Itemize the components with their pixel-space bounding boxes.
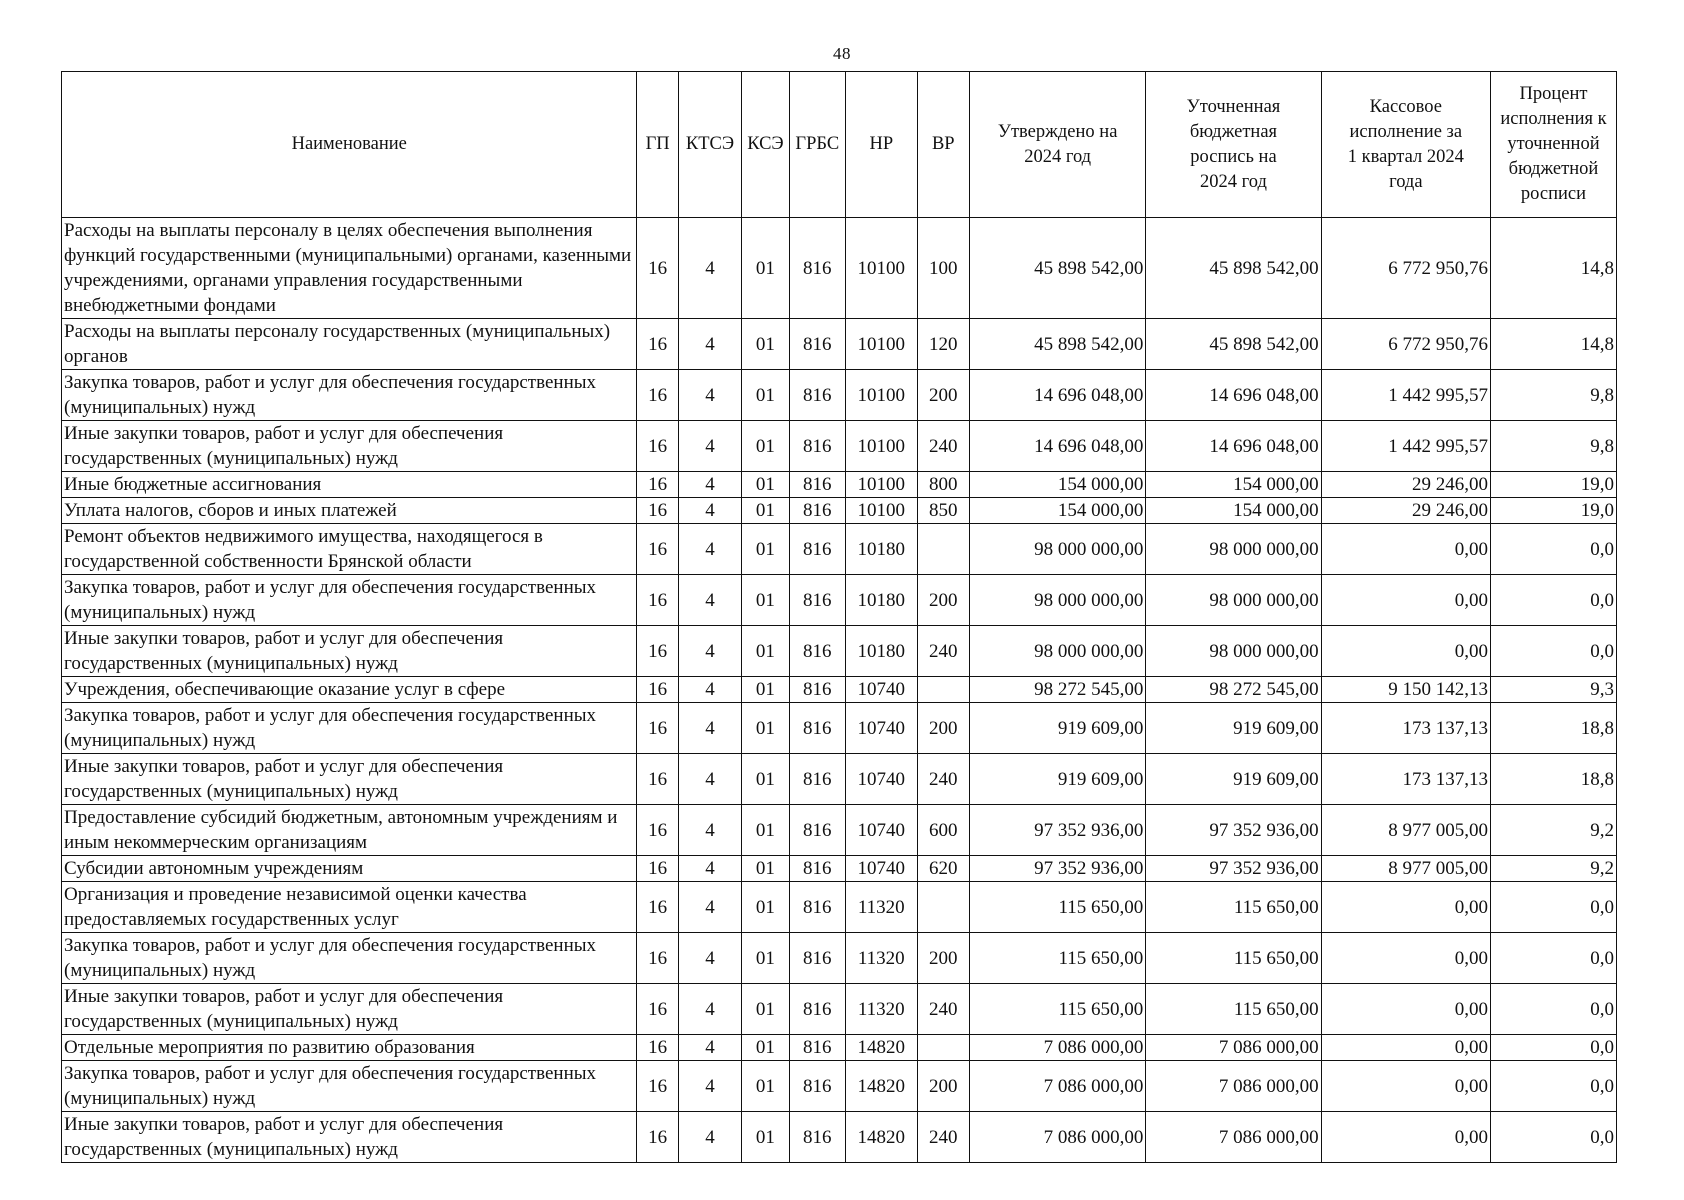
row-kse-cell: 01 bbox=[742, 218, 789, 319]
page-number: 48 bbox=[833, 44, 851, 63]
row-percent-cell: 0,0 bbox=[1490, 933, 1616, 984]
row-gp-cell: 16 bbox=[637, 703, 678, 754]
row-gp-cell: 16 bbox=[637, 856, 678, 882]
row-refined-cell: 154 000,00 bbox=[1146, 472, 1321, 498]
row-ktse-cell: 4 bbox=[678, 677, 741, 703]
row-name-cell: Закупка товаров, работ и услуг для обеспечения государственных (муниципальных) нужд bbox=[62, 575, 637, 626]
table-row bbox=[62, 498, 1617, 524]
row-refined-cell: 115 650,00 bbox=[1146, 984, 1321, 1035]
row-approved-cell: 7 086 000,00 bbox=[969, 1035, 1145, 1061]
row-gp-cell: 16 bbox=[637, 421, 678, 472]
row-vr-cell: 600 bbox=[917, 805, 969, 856]
table-row bbox=[62, 626, 1617, 677]
row-approved-cell: 154 000,00 bbox=[969, 472, 1145, 498]
row-grbs-cell: 816 bbox=[789, 754, 845, 805]
row-ktse-cell: 4 bbox=[678, 319, 741, 370]
row-approved-cell: 115 650,00 bbox=[969, 933, 1145, 984]
row-percent-cell: 18,8 bbox=[1490, 754, 1616, 805]
table-row bbox=[62, 805, 1617, 856]
table-row bbox=[62, 575, 1617, 626]
row-grbs-cell: 816 bbox=[789, 677, 845, 703]
row-kse-cell: 01 bbox=[742, 703, 789, 754]
table-row bbox=[62, 1035, 1617, 1061]
row-name-cell: Предоставление субсидий бюджетным, автономным учреждениям и иным некоммерческим организациям bbox=[62, 805, 637, 856]
row-cash-cell: 0,00 bbox=[1321, 984, 1490, 1035]
row-cash-cell: 29 246,00 bbox=[1321, 498, 1490, 524]
header-ktse: КТСЭ bbox=[678, 72, 741, 218]
row-grbs-cell: 816 bbox=[789, 575, 845, 626]
table-row bbox=[62, 984, 1617, 1035]
row-name-cell: Иные закупки товаров, работ и услуг для обеспечения государственных (муниципальных) нужд bbox=[62, 421, 637, 472]
row-kse-cell: 01 bbox=[742, 498, 789, 524]
row-approved-cell: 98 000 000,00 bbox=[969, 524, 1145, 575]
row-kse-cell: 01 bbox=[742, 984, 789, 1035]
row-nr-cell: 10740 bbox=[846, 805, 918, 856]
row-gp-cell: 16 bbox=[637, 524, 678, 575]
row-name-cell: Иные закупки товаров, работ и услуг для обеспечения государственных (муниципальных) нужд bbox=[62, 1112, 637, 1163]
row-gp-cell: 16 bbox=[637, 1061, 678, 1112]
row-gp-cell: 16 bbox=[637, 882, 678, 933]
row-ktse-cell: 4 bbox=[678, 575, 741, 626]
row-refined-cell: 115 650,00 bbox=[1146, 882, 1321, 933]
row-approved-cell: 115 650,00 bbox=[969, 882, 1145, 933]
row-percent-cell: 9,3 bbox=[1490, 677, 1616, 703]
row-cash-cell: 0,00 bbox=[1321, 882, 1490, 933]
row-ktse-cell: 4 bbox=[678, 754, 741, 805]
row-kse-cell: 01 bbox=[742, 370, 789, 421]
row-ktse-cell: 4 bbox=[678, 626, 741, 677]
row-ktse-cell: 4 bbox=[678, 472, 741, 498]
row-ktse-cell: 4 bbox=[678, 933, 741, 984]
row-name-cell: Иные закупки товаров, работ и услуг для обеспечения государственных (муниципальных) нужд bbox=[62, 754, 637, 805]
row-refined-cell: 98 000 000,00 bbox=[1146, 524, 1321, 575]
row-approved-cell: 7 086 000,00 bbox=[969, 1061, 1145, 1112]
header-row bbox=[62, 72, 1617, 218]
row-grbs-cell: 816 bbox=[789, 805, 845, 856]
row-name-cell: Отдельные мероприятия по развитию образования bbox=[62, 1035, 637, 1061]
table-body bbox=[62, 218, 1617, 1163]
row-cash-cell: 29 246,00 bbox=[1321, 472, 1490, 498]
row-name-cell: Закупка товаров, работ и услуг для обеспечения государственных (муниципальных) нужд bbox=[62, 703, 637, 754]
table-row bbox=[62, 524, 1617, 575]
table-row bbox=[62, 218, 1617, 319]
header-cash: Кассовое исполнение за 1 квартал 2024 года bbox=[1321, 72, 1490, 218]
row-cash-cell: 173 137,13 bbox=[1321, 703, 1490, 754]
row-approved-cell: 14 696 048,00 bbox=[969, 421, 1145, 472]
row-nr-cell: 10100 bbox=[846, 370, 918, 421]
row-ktse-cell: 4 bbox=[678, 882, 741, 933]
table-row bbox=[62, 856, 1617, 882]
row-name-cell: Иные закупки товаров, работ и услуг для обеспечения государственных (муниципальных) нужд bbox=[62, 984, 637, 1035]
row-vr-cell: 240 bbox=[917, 754, 969, 805]
row-cash-cell: 0,00 bbox=[1321, 626, 1490, 677]
header-percent: Процент исполнения к уточненной бюджетной росписи bbox=[1490, 72, 1616, 218]
row-grbs-cell: 816 bbox=[789, 984, 845, 1035]
row-nr-cell: 10740 bbox=[846, 677, 918, 703]
row-nr-cell: 10740 bbox=[846, 754, 918, 805]
row-grbs-cell: 816 bbox=[789, 1061, 845, 1112]
table-row bbox=[62, 677, 1617, 703]
row-grbs-cell: 816 bbox=[789, 370, 845, 421]
row-vr-cell: 120 bbox=[917, 319, 969, 370]
row-refined-cell: 98 272 545,00 bbox=[1146, 677, 1321, 703]
row-grbs-cell: 816 bbox=[789, 319, 845, 370]
header-grbs: ГРБС bbox=[789, 72, 845, 218]
row-grbs-cell: 816 bbox=[789, 933, 845, 984]
row-refined-cell: 115 650,00 bbox=[1146, 933, 1321, 984]
row-percent-cell: 0,0 bbox=[1490, 882, 1616, 933]
row-name-cell: Ремонт объектов недвижимого имущества, находящегося в государственной собственности Брянской области bbox=[62, 524, 637, 575]
row-cash-cell: 9 150 142,13 bbox=[1321, 677, 1490, 703]
table-row bbox=[62, 472, 1617, 498]
row-cash-cell: 8 977 005,00 bbox=[1321, 805, 1490, 856]
row-vr-cell: 800 bbox=[917, 472, 969, 498]
header-vr: ВР bbox=[917, 72, 969, 218]
row-refined-cell: 98 000 000,00 bbox=[1146, 626, 1321, 677]
row-approved-cell: 45 898 542,00 bbox=[969, 319, 1145, 370]
table-row bbox=[62, 1061, 1617, 1112]
header-kse: КСЭ bbox=[742, 72, 789, 218]
row-refined-cell: 97 352 936,00 bbox=[1146, 856, 1321, 882]
row-percent-cell: 0,0 bbox=[1490, 1035, 1616, 1061]
row-vr-cell: 240 bbox=[917, 421, 969, 472]
row-approved-cell: 14 696 048,00 bbox=[969, 370, 1145, 421]
row-approved-cell: 154 000,00 bbox=[969, 498, 1145, 524]
row-nr-cell: 14820 bbox=[846, 1035, 918, 1061]
table-row bbox=[62, 703, 1617, 754]
row-name-cell: Субсидии автономным учреждениям bbox=[62, 856, 637, 882]
header-approved: Утверждено на 2024 год bbox=[969, 72, 1145, 218]
row-name-cell: Иные закупки товаров, работ и услуг для обеспечения государственных (муниципальных) нужд bbox=[62, 626, 637, 677]
row-refined-cell: 45 898 542,00 bbox=[1146, 319, 1321, 370]
row-grbs-cell: 816 bbox=[789, 856, 845, 882]
row-kse-cell: 01 bbox=[742, 1061, 789, 1112]
row-percent-cell: 19,0 bbox=[1490, 498, 1616, 524]
row-ktse-cell: 4 bbox=[678, 498, 741, 524]
row-vr-cell bbox=[917, 677, 969, 703]
row-cash-cell: 0,00 bbox=[1321, 1061, 1490, 1112]
row-nr-cell: 10740 bbox=[846, 703, 918, 754]
row-ktse-cell: 4 bbox=[678, 370, 741, 421]
row-percent-cell: 19,0 bbox=[1490, 472, 1616, 498]
row-vr-cell: 200 bbox=[917, 933, 969, 984]
row-gp-cell: 16 bbox=[637, 370, 678, 421]
row-percent-cell: 9,8 bbox=[1490, 421, 1616, 472]
row-kse-cell: 01 bbox=[742, 319, 789, 370]
row-ktse-cell: 4 bbox=[678, 805, 741, 856]
row-kse-cell: 01 bbox=[742, 754, 789, 805]
row-vr-cell: 100 bbox=[917, 218, 969, 319]
row-percent-cell: 0,0 bbox=[1490, 524, 1616, 575]
table-row bbox=[62, 1112, 1617, 1163]
row-percent-cell: 0,0 bbox=[1490, 626, 1616, 677]
row-refined-cell: 7 086 000,00 bbox=[1146, 1035, 1321, 1061]
row-name-cell: Иные бюджетные ассигнования bbox=[62, 472, 637, 498]
row-name-cell: Организация и проведение независимой оценки качества предоставляемых государственных услуг bbox=[62, 882, 637, 933]
row-approved-cell: 115 650,00 bbox=[969, 984, 1145, 1035]
row-grbs-cell: 816 bbox=[789, 421, 845, 472]
row-kse-cell: 01 bbox=[742, 1035, 789, 1061]
header-refined: Уточненная бюджетная роспись на 2024 год bbox=[1146, 72, 1321, 218]
row-percent-cell: 18,8 bbox=[1490, 703, 1616, 754]
row-nr-cell: 11320 bbox=[846, 882, 918, 933]
row-ktse-cell: 4 bbox=[678, 1035, 741, 1061]
row-ktse-cell: 4 bbox=[678, 421, 741, 472]
row-approved-cell: 919 609,00 bbox=[969, 754, 1145, 805]
row-kse-cell: 01 bbox=[742, 421, 789, 472]
row-cash-cell: 6 772 950,76 bbox=[1321, 319, 1490, 370]
row-gp-cell: 16 bbox=[637, 933, 678, 984]
row-name-cell: Закупка товаров, работ и услуг для обеспечения государственных (муниципальных) нужд bbox=[62, 933, 637, 984]
row-vr-cell bbox=[917, 524, 969, 575]
row-refined-cell: 919 609,00 bbox=[1146, 754, 1321, 805]
row-ktse-cell: 4 bbox=[678, 856, 741, 882]
table-row bbox=[62, 421, 1617, 472]
row-nr-cell: 10180 bbox=[846, 626, 918, 677]
row-gp-cell: 16 bbox=[637, 319, 678, 370]
row-approved-cell: 98 000 000,00 bbox=[969, 626, 1145, 677]
row-vr-cell: 200 bbox=[917, 703, 969, 754]
row-grbs-cell: 816 bbox=[789, 524, 845, 575]
row-name-cell: Закупка товаров, работ и услуг для обеспечения государственных (муниципальных) нужд bbox=[62, 370, 637, 421]
row-percent-cell: 9,2 bbox=[1490, 805, 1616, 856]
row-vr-cell: 240 bbox=[917, 1112, 969, 1163]
row-grbs-cell: 816 bbox=[789, 1035, 845, 1061]
row-vr-cell: 850 bbox=[917, 498, 969, 524]
row-kse-cell: 01 bbox=[742, 805, 789, 856]
row-gp-cell: 16 bbox=[637, 575, 678, 626]
row-percent-cell: 0,0 bbox=[1490, 1061, 1616, 1112]
row-vr-cell: 620 bbox=[917, 856, 969, 882]
row-kse-cell: 01 bbox=[742, 626, 789, 677]
row-percent-cell: 14,8 bbox=[1490, 218, 1616, 319]
row-cash-cell: 0,00 bbox=[1321, 575, 1490, 626]
row-gp-cell: 16 bbox=[637, 1112, 678, 1163]
row-vr-cell bbox=[917, 1035, 969, 1061]
row-cash-cell: 0,00 bbox=[1321, 933, 1490, 984]
row-vr-cell: 200 bbox=[917, 370, 969, 421]
row-vr-cell: 240 bbox=[917, 984, 969, 1035]
row-percent-cell: 0,0 bbox=[1490, 1112, 1616, 1163]
table-row bbox=[62, 754, 1617, 805]
row-kse-cell: 01 bbox=[742, 472, 789, 498]
row-vr-cell: 240 bbox=[917, 626, 969, 677]
budget-table bbox=[61, 71, 1617, 1163]
row-nr-cell: 10180 bbox=[846, 524, 918, 575]
row-refined-cell: 7 086 000,00 bbox=[1146, 1061, 1321, 1112]
row-vr-cell: 200 bbox=[917, 575, 969, 626]
row-approved-cell: 97 352 936,00 bbox=[969, 856, 1145, 882]
row-cash-cell: 0,00 bbox=[1321, 1035, 1490, 1061]
row-cash-cell: 0,00 bbox=[1321, 524, 1490, 575]
row-ktse-cell: 4 bbox=[678, 984, 741, 1035]
row-gp-cell: 16 bbox=[637, 1035, 678, 1061]
row-nr-cell: 10100 bbox=[846, 498, 918, 524]
row-ktse-cell: 4 bbox=[678, 524, 741, 575]
row-ktse-cell: 4 bbox=[678, 703, 741, 754]
row-grbs-cell: 816 bbox=[789, 626, 845, 677]
row-nr-cell: 14820 bbox=[846, 1061, 918, 1112]
row-nr-cell: 10740 bbox=[846, 856, 918, 882]
row-approved-cell: 7 086 000,00 bbox=[969, 1112, 1145, 1163]
table-row bbox=[62, 370, 1617, 421]
row-grbs-cell: 816 bbox=[789, 218, 845, 319]
row-gp-cell: 16 bbox=[637, 677, 678, 703]
row-refined-cell: 7 086 000,00 bbox=[1146, 1112, 1321, 1163]
row-gp-cell: 16 bbox=[637, 472, 678, 498]
row-percent-cell: 9,2 bbox=[1490, 856, 1616, 882]
row-grbs-cell: 816 bbox=[789, 703, 845, 754]
row-ktse-cell: 4 bbox=[678, 1061, 741, 1112]
row-name-cell: Учреждения, обеспечивающие оказание услуг в сфере bbox=[62, 677, 637, 703]
header-name: Наименование bbox=[62, 72, 637, 218]
row-nr-cell: 14820 bbox=[846, 1112, 918, 1163]
row-vr-cell bbox=[917, 882, 969, 933]
row-cash-cell: 1 442 995,57 bbox=[1321, 370, 1490, 421]
row-nr-cell: 10100 bbox=[846, 421, 918, 472]
row-kse-cell: 01 bbox=[742, 882, 789, 933]
row-nr-cell: 11320 bbox=[846, 933, 918, 984]
row-kse-cell: 01 bbox=[742, 1112, 789, 1163]
table-row bbox=[62, 882, 1617, 933]
header-nr: НР bbox=[846, 72, 918, 218]
table-row bbox=[62, 319, 1617, 370]
row-grbs-cell: 816 bbox=[789, 882, 845, 933]
row-name-cell: Расходы на выплаты персоналу в целях обеспечения выполнения функций государственными (муниципальными) органами, казенными учреждениями, органами управления государственными внебюджетными фондами bbox=[62, 218, 637, 319]
row-ktse-cell: 4 bbox=[678, 1112, 741, 1163]
row-ktse-cell: 4 bbox=[678, 218, 741, 319]
row-name-cell: Закупка товаров, работ и услуг для обеспечения государственных (муниципальных) нужд bbox=[62, 1061, 637, 1112]
row-approved-cell: 98 000 000,00 bbox=[969, 575, 1145, 626]
row-approved-cell: 98 272 545,00 bbox=[969, 677, 1145, 703]
row-nr-cell: 10100 bbox=[846, 472, 918, 498]
row-vr-cell: 200 bbox=[917, 1061, 969, 1112]
row-kse-cell: 01 bbox=[742, 677, 789, 703]
row-percent-cell: 0,0 bbox=[1490, 575, 1616, 626]
row-refined-cell: 14 696 048,00 bbox=[1146, 370, 1321, 421]
table-row bbox=[62, 933, 1617, 984]
row-percent-cell: 14,8 bbox=[1490, 319, 1616, 370]
row-refined-cell: 154 000,00 bbox=[1146, 498, 1321, 524]
row-cash-cell: 0,00 bbox=[1321, 1112, 1490, 1163]
row-grbs-cell: 816 bbox=[789, 1112, 845, 1163]
row-gp-cell: 16 bbox=[637, 626, 678, 677]
row-percent-cell: 9,8 bbox=[1490, 370, 1616, 421]
row-kse-cell: 01 bbox=[742, 575, 789, 626]
row-refined-cell: 98 000 000,00 bbox=[1146, 575, 1321, 626]
row-approved-cell: 97 352 936,00 bbox=[969, 805, 1145, 856]
row-refined-cell: 45 898 542,00 bbox=[1146, 218, 1321, 319]
row-refined-cell: 919 609,00 bbox=[1146, 703, 1321, 754]
row-cash-cell: 173 137,13 bbox=[1321, 754, 1490, 805]
row-kse-cell: 01 bbox=[742, 524, 789, 575]
row-nr-cell: 10100 bbox=[846, 319, 918, 370]
row-approved-cell: 45 898 542,00 bbox=[969, 218, 1145, 319]
row-nr-cell: 10180 bbox=[846, 575, 918, 626]
row-grbs-cell: 816 bbox=[789, 472, 845, 498]
row-refined-cell: 97 352 936,00 bbox=[1146, 805, 1321, 856]
row-gp-cell: 16 bbox=[637, 498, 678, 524]
row-approved-cell: 919 609,00 bbox=[969, 703, 1145, 754]
row-kse-cell: 01 bbox=[742, 933, 789, 984]
row-cash-cell: 6 772 950,76 bbox=[1321, 218, 1490, 319]
row-gp-cell: 16 bbox=[637, 984, 678, 1035]
row-nr-cell: 11320 bbox=[846, 984, 918, 1035]
row-name-cell: Расходы на выплаты персоналу государственных (муниципальных) органов bbox=[62, 319, 637, 370]
header-gp: ГП bbox=[637, 72, 678, 218]
row-cash-cell: 1 442 995,57 bbox=[1321, 421, 1490, 472]
row-gp-cell: 16 bbox=[637, 805, 678, 856]
row-refined-cell: 14 696 048,00 bbox=[1146, 421, 1321, 472]
row-gp-cell: 16 bbox=[637, 754, 678, 805]
row-nr-cell: 10100 bbox=[846, 218, 918, 319]
row-name-cell: Уплата налогов, сборов и иных платежей bbox=[62, 498, 637, 524]
row-percent-cell: 0,0 bbox=[1490, 984, 1616, 1035]
row-gp-cell: 16 bbox=[637, 218, 678, 319]
row-kse-cell: 01 bbox=[742, 856, 789, 882]
row-cash-cell: 8 977 005,00 bbox=[1321, 856, 1490, 882]
row-grbs-cell: 816 bbox=[789, 498, 845, 524]
